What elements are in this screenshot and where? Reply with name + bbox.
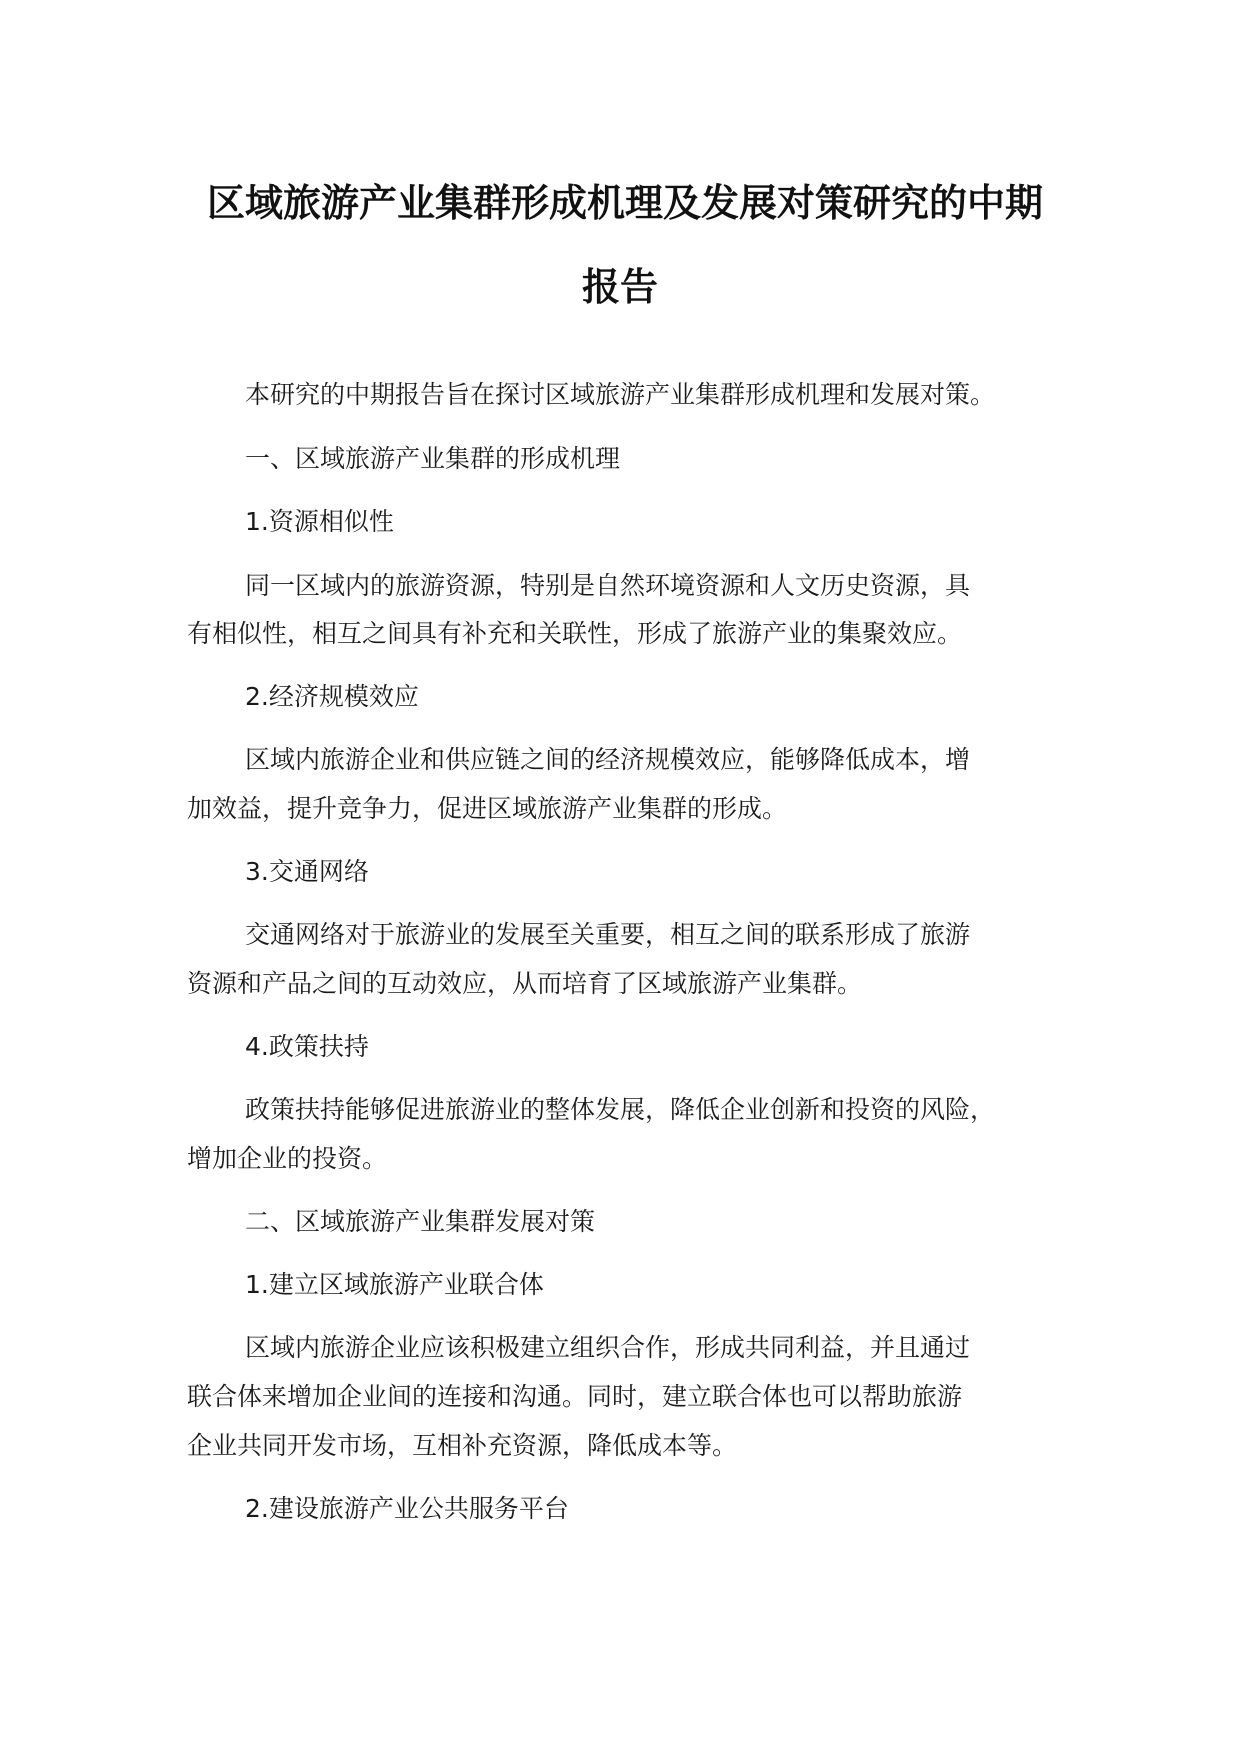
paragraph-line: 资源和产品之间的互动效应，从而培育了区域旅游产业集群。 — [187, 969, 863, 998]
paragraph-line: 有相似性，相互之间具有补充和关联性，形成了旅游产业的集聚效应。 — [187, 619, 963, 648]
subheading-policy-support: 4.政策扶持 — [245, 1032, 369, 1061]
document-title-line-2: 报告 — [582, 265, 659, 309]
paragraph-line: 区域内旅游企业和供应链之间的经济规模效应，能够降低成本，增 — [245, 745, 971, 774]
paragraph-line: 加效益，提升竞争力，促进区域旅游产业集群的形成。 — [187, 794, 788, 823]
paragraph-line: 联合体来增加企业间的连接和沟通。同时，建立联合体也可以帮助旅游 — [187, 1382, 963, 1411]
subheading-industry-alliance: 1.建立区域旅游产业联合体 — [245, 1270, 544, 1299]
paragraph-line: 区域内旅游企业应该积极建立组织合作，形成共同利益，并且通过 — [245, 1333, 971, 1362]
subheading-economies-of-scale: 2.经济规模效应 — [245, 682, 419, 711]
subheading-public-service-platform: 2.建设旅游产业公共服务平台 — [245, 1494, 569, 1523]
paragraph-line: 交通网络对于旅游业的发展至关重要，相互之间的联系形成了旅游 — [245, 920, 971, 949]
paragraph-line: 增加企业的投资。 — [187, 1144, 388, 1173]
document-title-line-1: 区域旅游产业集群形成机理及发展对策研究的中期 — [207, 181, 1044, 225]
subheading-resource-similarity: 1.资源相似性 — [245, 507, 394, 536]
section-heading-mechanism: 一、区域旅游产业集群的形成机理 — [245, 444, 621, 473]
subheading-transport-network: 3.交通网络 — [245, 857, 369, 886]
section-heading-strategies: 二、区域旅游产业集群发展对策 — [245, 1207, 596, 1236]
paragraph-line: 企业共同开发市场，互相补充资源，降低成本等。 — [187, 1431, 738, 1460]
intro-paragraph: 本研究的中期报告旨在探讨区域旅游产业集群形成机理和发展对策。 — [245, 380, 996, 409]
paragraph-line: 政策扶持能够促进旅游业的整体发展，降低企业创新和投资的风险， — [245, 1095, 996, 1124]
paragraph-line: 同一区域内的旅游资源，特别是自然环境资源和人文历史资源，具 — [245, 571, 971, 600]
